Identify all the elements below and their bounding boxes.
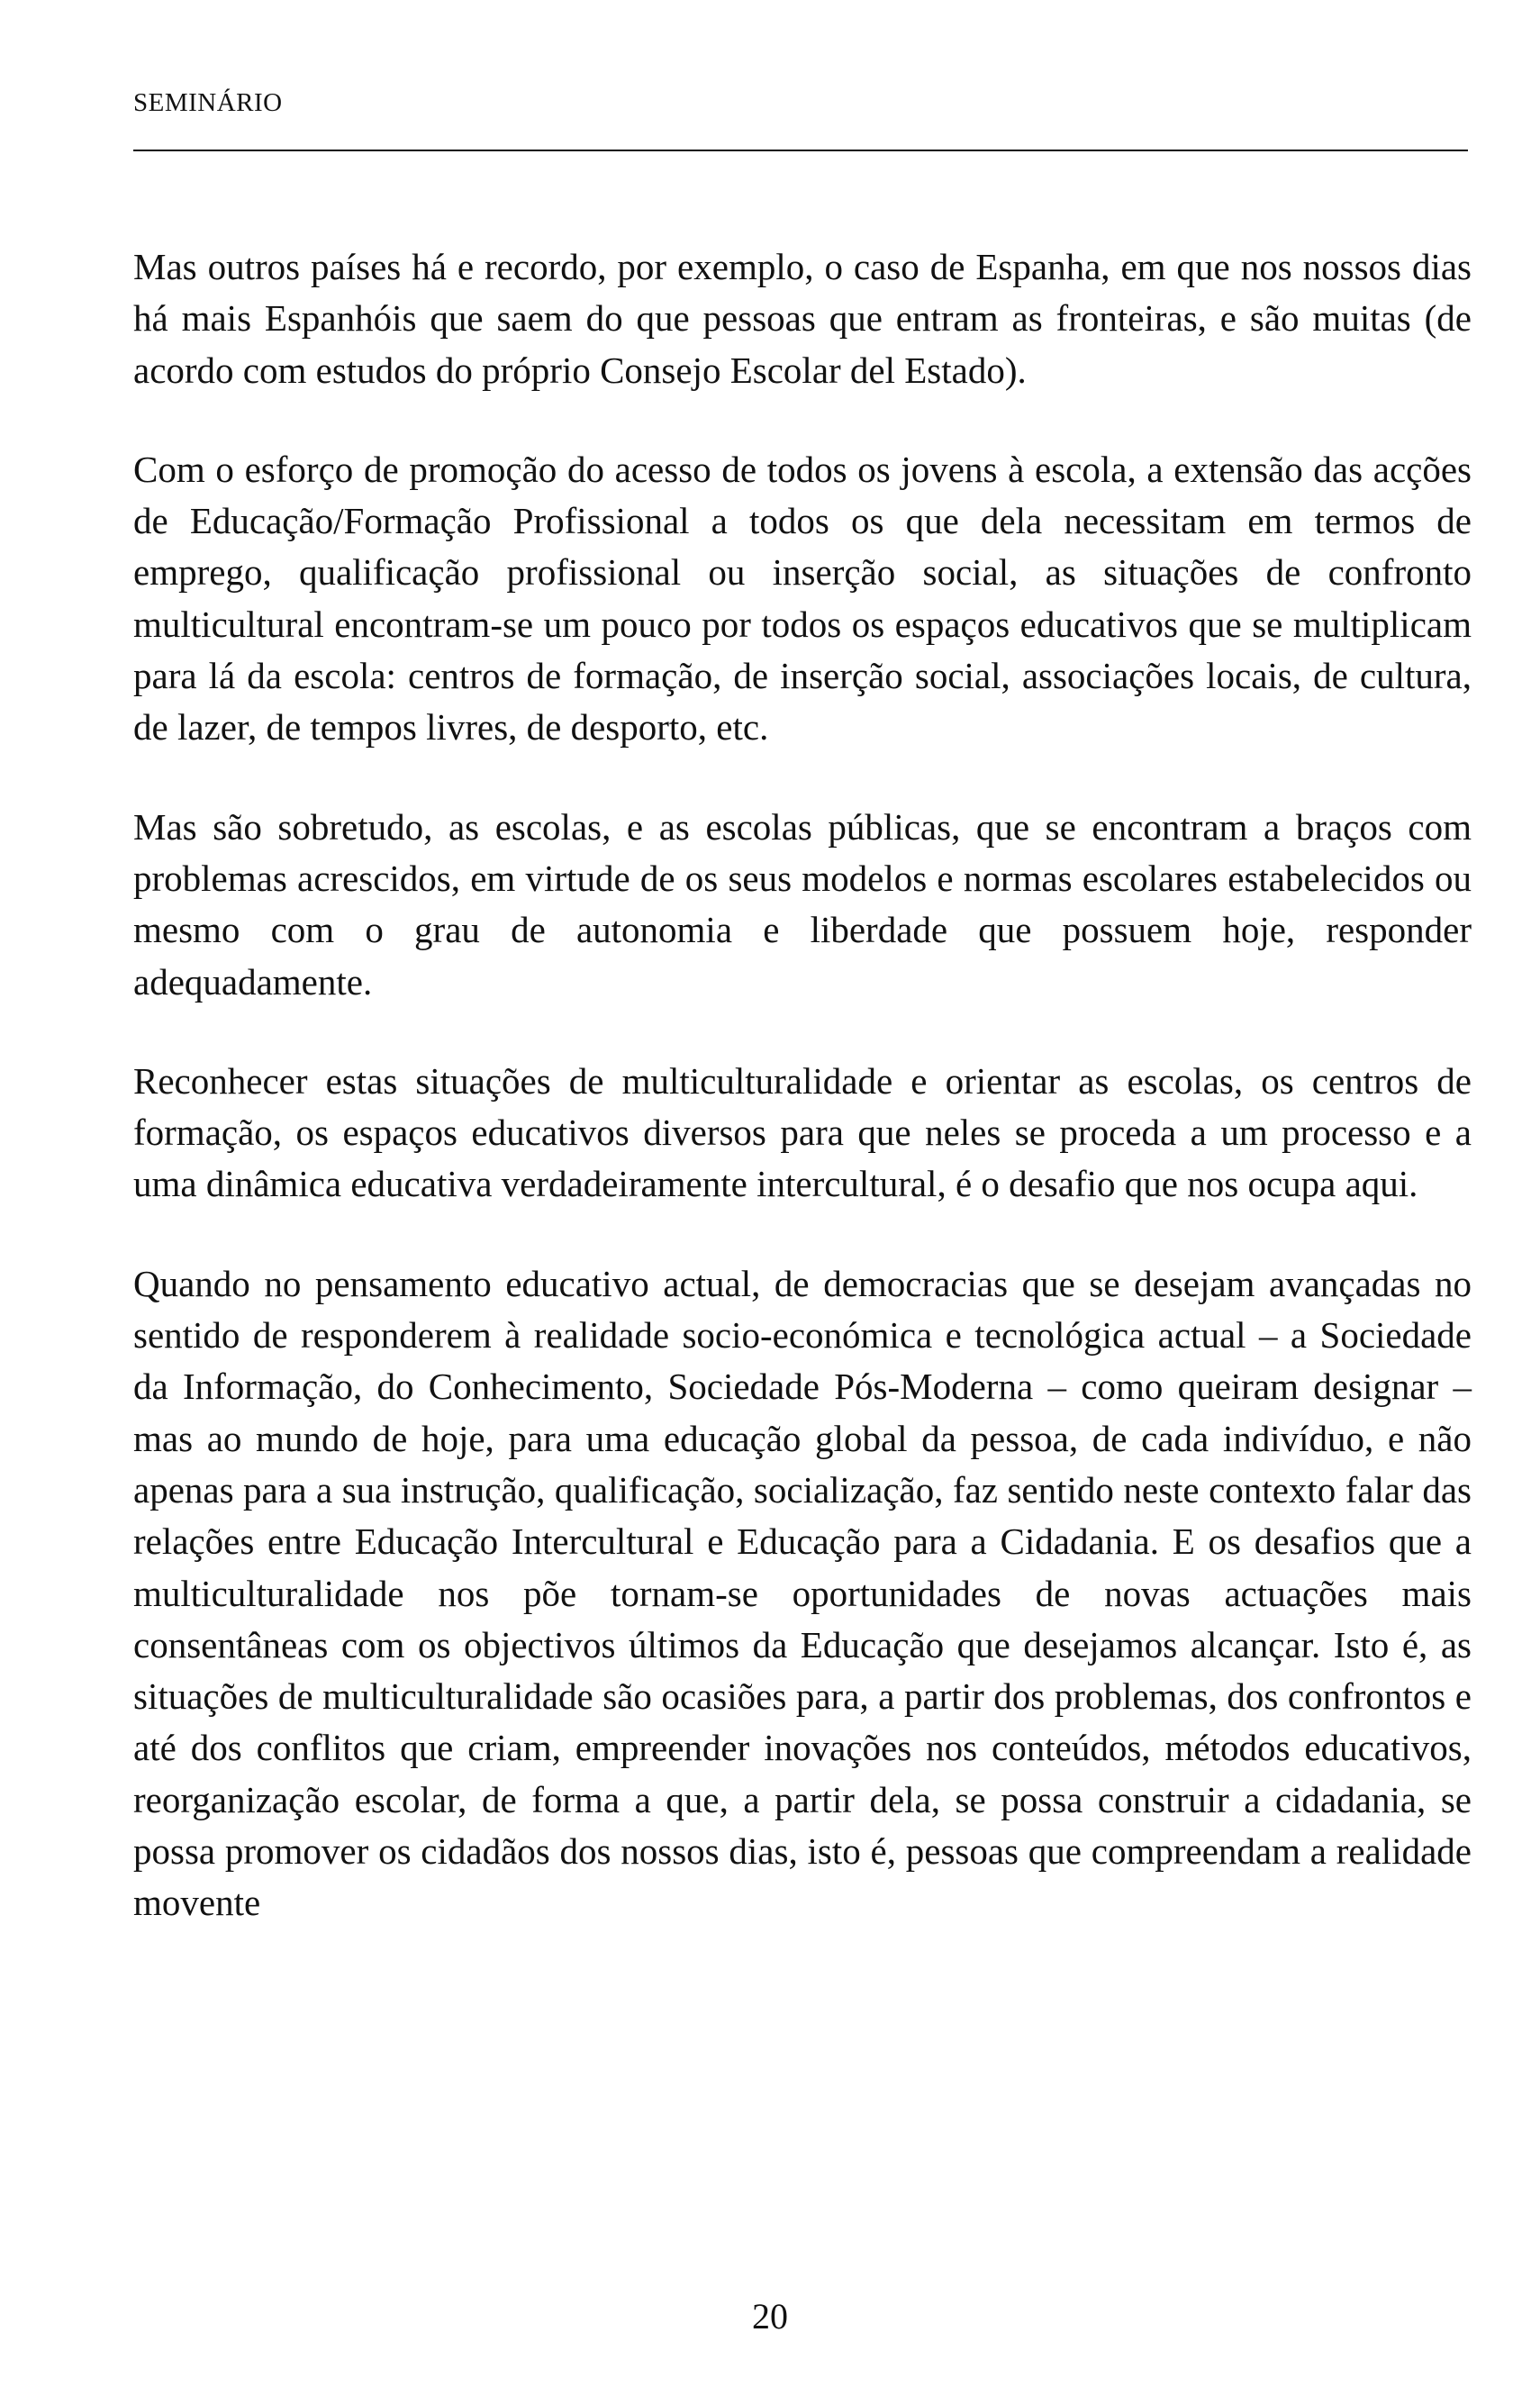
body-text bbox=[133, 241, 1472, 1977]
paragraph: Quando no pensamento educativo actual, de democracias que se desejam avançadas no sentido de responderem à realidade socio-económica e tecnológica actual – a Sociedade da Informação, do Conhecimento, Sociedade Pós-Moderna – como queiram designar – mas ao mundo de hoje, para uma educação global da pessoa, de cada indivíduo, e não apenas para a sua instrução, qualificação, socialização, faz sentido neste contexto falar das relações entre Educação Intercultural e Educação para a Cidadania. E os desafios que a multiculturalidade nos põe tornam-se oportunidades de novas actuações mais consentâneas com os objectivos últimos da Educação que desejamos alcançar. Isto é, as situações de multiculturalidade são ocasiões para, a partir dos problemas, dos confrontos e até dos conflitos que criam, empreender inovações nos conteúdos, métodos educativos, reorganização escolar, de forma a que, a partir dela, se possa construir a cidadania, se possa promover os cidadãos dos nossos dias, isto é, pessoas que compreendam a realidade movente bbox=[133, 1262, 1472, 1924]
paragraph: Mas outros países há e recordo, por exemplo, o caso de Espanha, em que nos nossos dias há mais Espanhóis que saem do que pessoas que entram as fronteiras, e são muitas (de acordo com estudos do próprio Consejo Escolar del Estado). bbox=[133, 246, 1472, 391]
running-header: SEMINÁRIO bbox=[133, 88, 283, 117]
paragraph: Mas são sobretudo, as escolas, e as escolas públicas, que se encontram a braços com problemas acrescidos, em virtude de os seus modelos e normas escolares estabelecidos ou mesmo com o grau de autonomia e liberdade que possuem hoje, responder adequadamente. bbox=[133, 805, 1472, 1003]
paragraph: Reconhecer estas situações de multiculturalidade e orientar as escolas, os centros de formação, os espaços educativos diversos para que neles se proceda a um processo e a uma dinâmica educativa verdadeiramente intercultural, é o desafio que nos ocupa aqui. bbox=[133, 1059, 1472, 1205]
paragraph: Com o esforço de promoção do acesso de todos os jovens à escola, a extensão das acções de Educação/Formação Profissional a todos os que dela necessitam em termos de emprego, qualificação profissional ou inserção social, as situações de confronto multicultural encontram-se um pouco por todos os espaços educativos que se multiplicam para lá da escola: centros de formação, de inserção social, associações locais, de cultura, de lazer, de tempos livres, de desporto, etc. bbox=[133, 448, 1472, 749]
header-divider bbox=[133, 150, 1468, 151]
page-number: 20 bbox=[752, 2296, 788, 2337]
